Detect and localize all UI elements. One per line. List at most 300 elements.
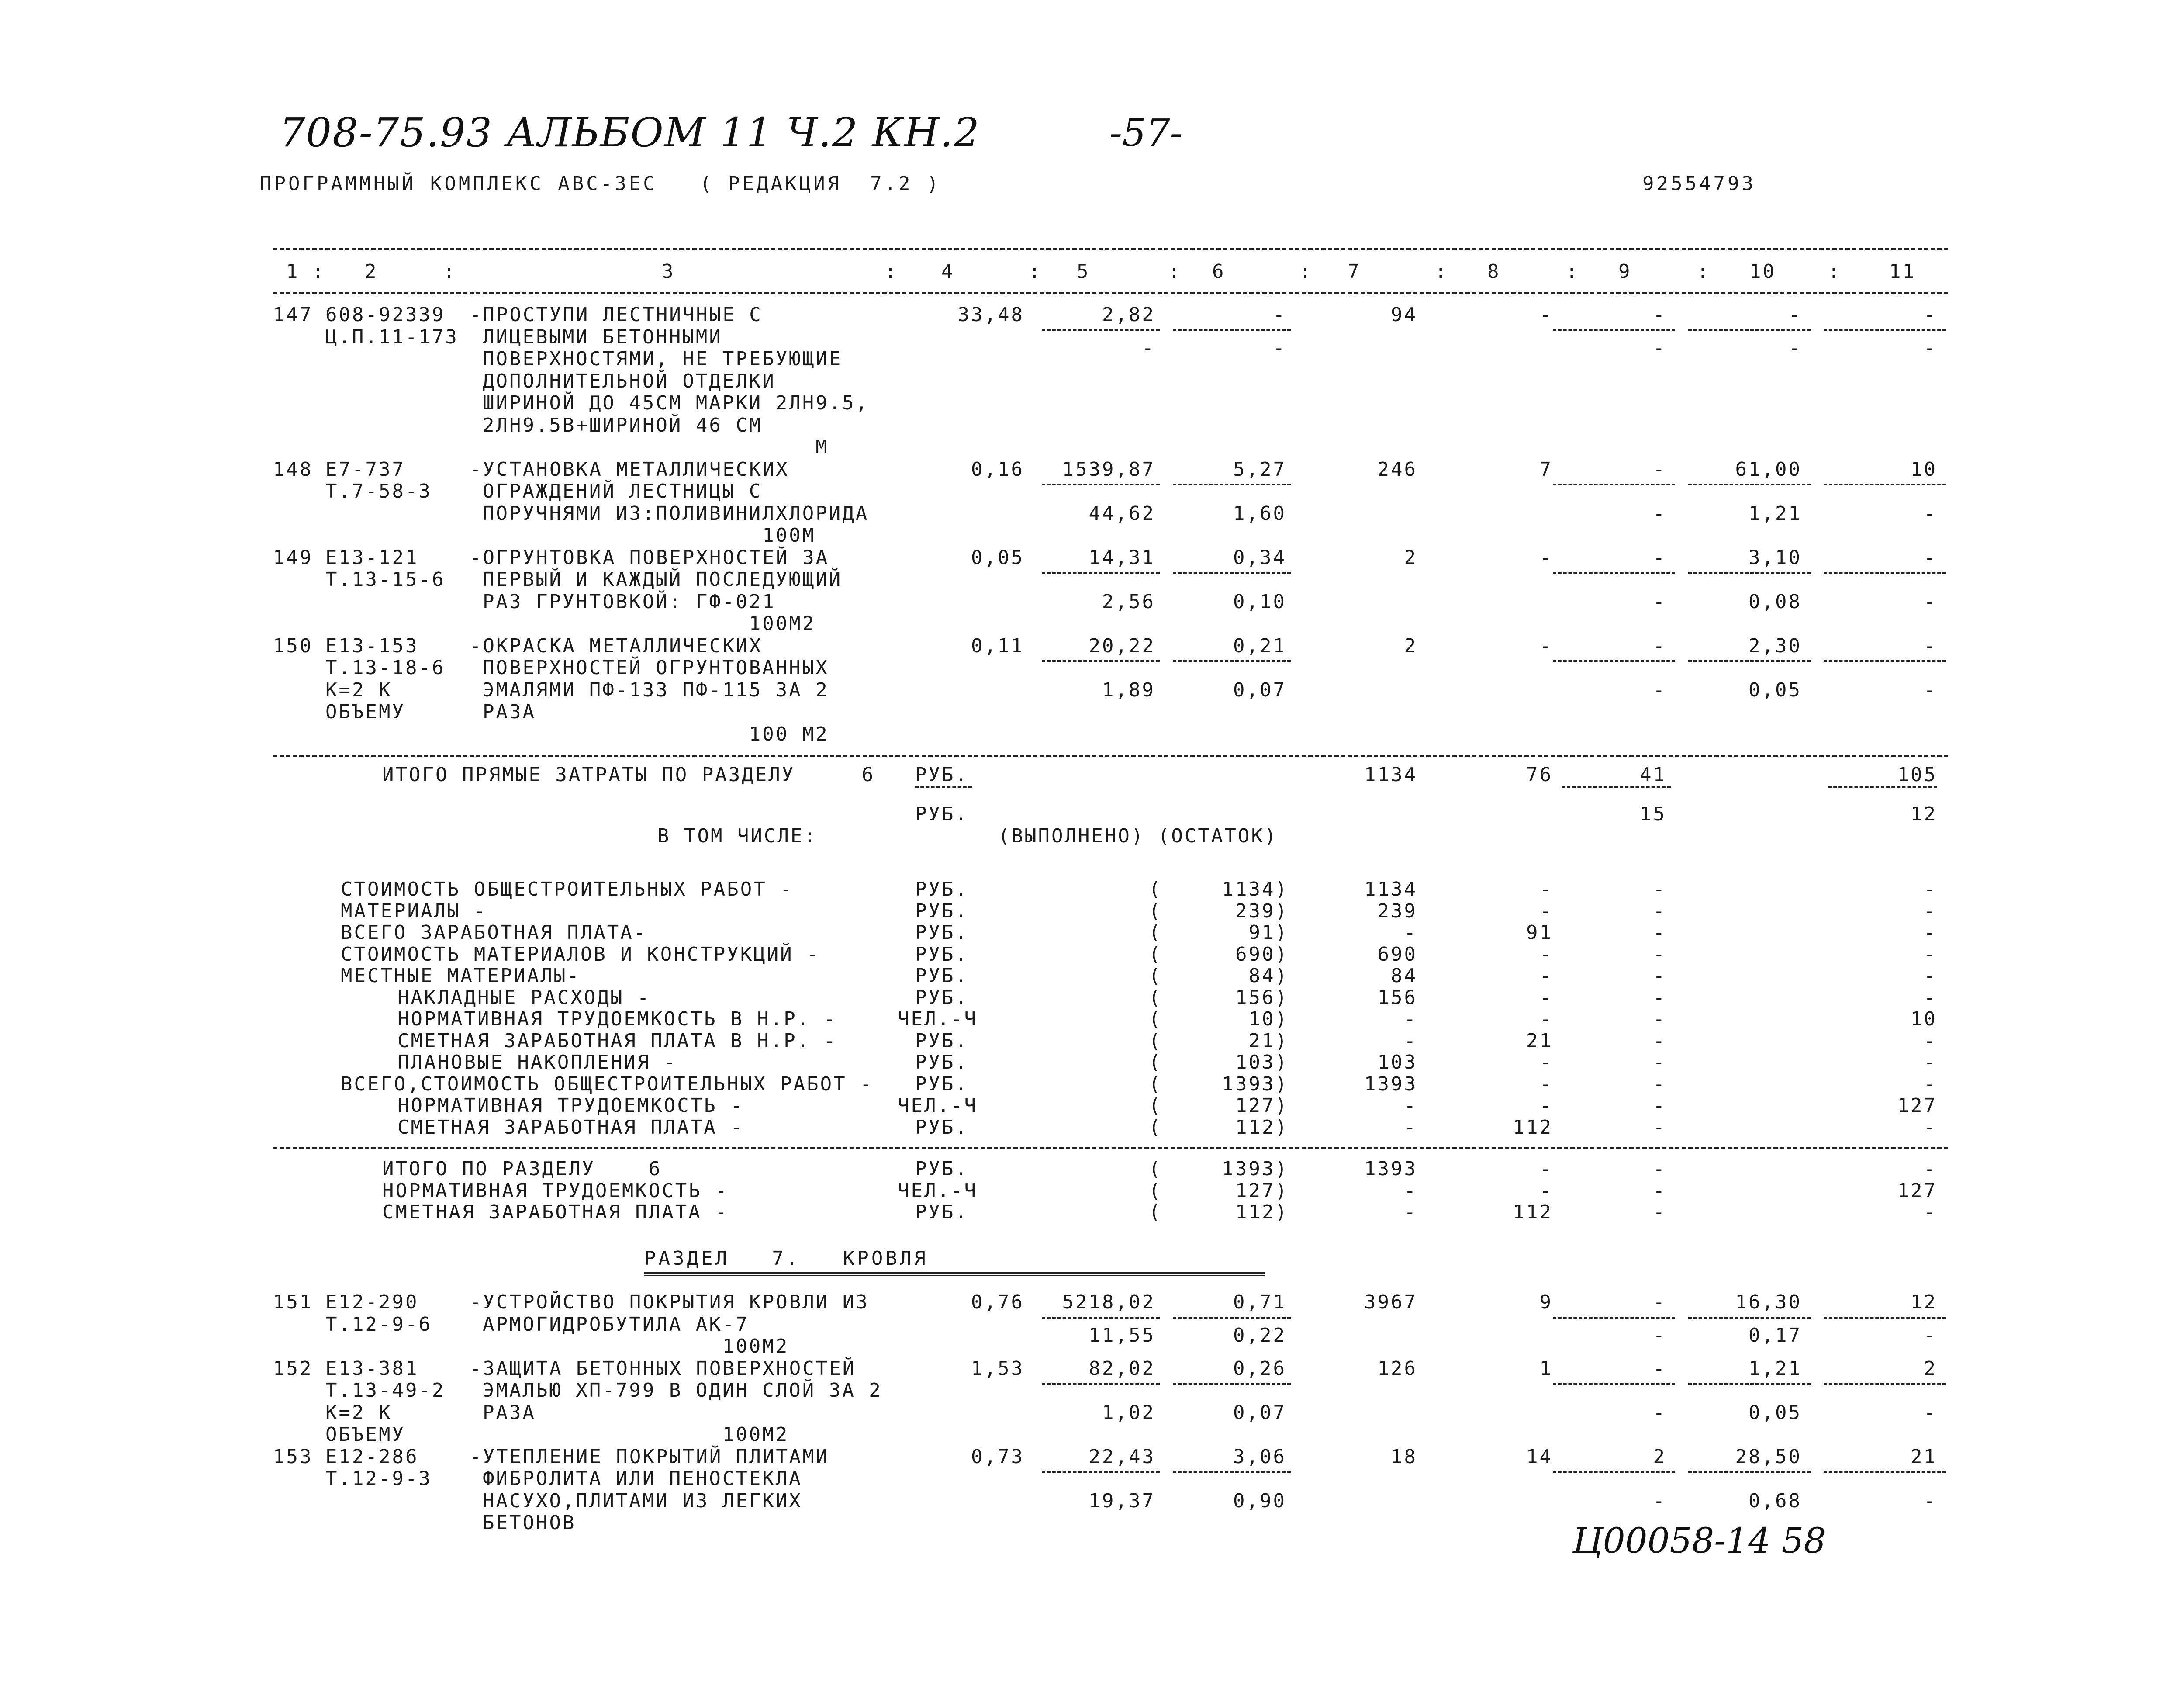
summary-paren: ( bbox=[1149, 900, 1162, 922]
cell-divider bbox=[915, 786, 972, 788]
column-number: 3 bbox=[662, 260, 675, 283]
cell-divider bbox=[1688, 572, 1811, 574]
cell-divider bbox=[1828, 786, 1937, 788]
summary-paren: ( bbox=[1149, 1116, 1162, 1139]
summary-col9: - bbox=[1653, 1051, 1666, 1073]
cell-divider bbox=[1042, 1317, 1160, 1319]
col5-sub-value: 44,62 bbox=[1089, 502, 1155, 525]
item-description-line: 100М2 bbox=[483, 1423, 789, 1446]
summary-col9: - bbox=[1653, 921, 1666, 944]
col9-sub-value: - bbox=[1653, 336, 1666, 359]
col11-sub-value: - bbox=[1924, 590, 1937, 613]
col9-sub-value: - bbox=[1653, 590, 1666, 613]
summary-paren: ( bbox=[1149, 965, 1162, 987]
summary-label: ВСЕГО ЗАРАБОТНАЯ ПЛАТА- bbox=[341, 921, 647, 944]
item-description-line: -ПРОСТУПИ ЛЕСТНИЧНЫЕ С bbox=[470, 304, 763, 326]
direct-col8: 76 bbox=[1526, 764, 1553, 786]
item-description-line: ПОВЕРХНОСТЯМИ, НЕ ТРЕБУЮЩИЕ bbox=[483, 348, 843, 370]
summary-paren: ( bbox=[1149, 986, 1162, 1009]
summary-value: 1134) bbox=[1222, 878, 1289, 900]
summary-col11: - bbox=[1924, 1029, 1937, 1052]
col10-value: 2,30 bbox=[1749, 634, 1802, 657]
direct-costs-label: ИТОГО ПРЯМЫЕ ЗАТРАТЫ ПО РАЗДЕЛУ 6 bbox=[382, 764, 875, 786]
col8-value: 14 bbox=[1526, 1445, 1553, 1468]
col8-value: 9 bbox=[1539, 1291, 1553, 1313]
col7-value: 2 bbox=[1404, 634, 1417, 657]
summary-col8: - bbox=[1539, 1008, 1553, 1030]
col11-value: 10 bbox=[1911, 458, 1937, 481]
col5-value: 22,43 bbox=[1089, 1445, 1155, 1468]
summary-col8: - bbox=[1539, 1073, 1553, 1095]
summary-col11: - bbox=[1924, 1051, 1937, 1073]
item-description-line: РАЗ ГРУНТОВКОЙ: ГФ-021 bbox=[483, 590, 776, 613]
col6-value: 0,21 bbox=[1233, 634, 1286, 657]
col10-sub-value: 0,05 bbox=[1749, 678, 1802, 701]
summary-col11: - bbox=[1924, 965, 1937, 987]
summary-value: 112) bbox=[1235, 1116, 1289, 1139]
unit-label: РУБ. bbox=[915, 764, 968, 786]
summary-paren: ( bbox=[1149, 1073, 1162, 1095]
summary-value: 1393) bbox=[1222, 1158, 1289, 1180]
item-code: Е13-381 bbox=[325, 1357, 419, 1380]
summary-value: 10) bbox=[1248, 1008, 1289, 1030]
col5-sub-value: - bbox=[1142, 336, 1155, 359]
col10-value: 16,30 bbox=[1735, 1291, 1802, 1313]
summary-label: ВСЕГО,СТОИМОСТЬ ОБЩЕСТРОИТЕЛЬНЫХ РАБОТ - bbox=[341, 1073, 874, 1095]
col6-sub-value: 0,07 bbox=[1233, 678, 1286, 701]
summary-col9: - bbox=[1653, 1116, 1666, 1139]
col4-value: 0,05 bbox=[971, 546, 1024, 569]
item-description-line: ПЕРВЫЙ И КАЖДЫЙ ПОСЛЕДУЮЩИЙ bbox=[483, 568, 843, 591]
summary-paren: ( bbox=[1149, 943, 1162, 966]
cell-divider bbox=[1824, 1383, 1946, 1385]
summary-paren: ( bbox=[1149, 1201, 1162, 1223]
summary-col9: - bbox=[1653, 1158, 1666, 1180]
summary-col7: 103 bbox=[1377, 1051, 1417, 1073]
summary-col7: - bbox=[1404, 921, 1417, 944]
col9-value: - bbox=[1653, 546, 1666, 569]
col7-value: 18 bbox=[1391, 1445, 1417, 1468]
summary-col7: 1393 bbox=[1364, 1158, 1417, 1180]
summary-value: 239) bbox=[1235, 900, 1289, 922]
col10-sub-value: 0,05 bbox=[1749, 1401, 1802, 1424]
summary-col8: 112 bbox=[1513, 1116, 1553, 1139]
summary-col8: - bbox=[1539, 1094, 1553, 1117]
summary-label: СМЕТНАЯ ЗАРАБОТНАЯ ПЛАТА - bbox=[397, 1116, 744, 1139]
summary-label: НОРМАТИВНАЯ ТРУДОЕМКОСТЬ В Н.Р. - bbox=[397, 1008, 837, 1030]
column-separator: : bbox=[312, 260, 326, 283]
item-description-line: М bbox=[483, 436, 829, 458]
item-description-line: АРМОГИДРОБУТИЛА АК-7 bbox=[483, 1313, 749, 1336]
item-number: 153 bbox=[273, 1445, 313, 1468]
item-description-line: -УСТРОЙСТВО ПОКРЫТИЯ КРОВЛИ ИЗ bbox=[470, 1291, 869, 1313]
item-number: 151 bbox=[273, 1291, 313, 1313]
summary-label: СТОИМОСТЬ ОБЩЕСТРОИТЕЛЬНЫХ РАБОТ - bbox=[341, 878, 794, 900]
col6-sub-value: 0,22 bbox=[1233, 1324, 1286, 1346]
cell-divider bbox=[1824, 329, 1946, 331]
column-separator: : bbox=[1299, 260, 1313, 283]
summary-value: 112) bbox=[1235, 1201, 1289, 1223]
summary-unit: ЧЕЛ.-Ч bbox=[898, 1094, 978, 1117]
cell-divider bbox=[1553, 1383, 1675, 1385]
summary-col11: - bbox=[1924, 878, 1937, 900]
cell-divider bbox=[1553, 572, 1675, 574]
summary-unit: РУБ. bbox=[915, 943, 968, 966]
column-number: 10 bbox=[1749, 260, 1776, 283]
summary-paren: ( bbox=[1149, 1179, 1162, 1202]
cell-divider bbox=[1042, 1471, 1160, 1473]
summary-col7: - bbox=[1404, 1201, 1417, 1223]
cell-divider bbox=[1173, 329, 1291, 331]
col11-value: - bbox=[1924, 546, 1937, 569]
col10-value: 61,00 bbox=[1735, 458, 1802, 481]
summary-col7: - bbox=[1404, 1008, 1417, 1030]
direct-col9: 41 bbox=[1640, 764, 1666, 786]
summary-label: ПЛАНОВЫЕ НАКОПЛЕНИЯ - bbox=[397, 1051, 677, 1073]
unit-label: РУБ. bbox=[915, 803, 968, 825]
col5-value: 5218,02 bbox=[1062, 1291, 1155, 1313]
cell-divider bbox=[1824, 660, 1946, 662]
summary-unit: РУБ. bbox=[915, 1116, 968, 1139]
cell-divider bbox=[1688, 1471, 1811, 1473]
col11-sub-value: - bbox=[1924, 502, 1937, 525]
item-number: 152 bbox=[273, 1357, 313, 1380]
col6-value: - bbox=[1273, 304, 1286, 326]
summary-col7: 690 bbox=[1377, 943, 1417, 966]
summary-col7: 1393 bbox=[1364, 1073, 1417, 1095]
direct-col11-sub: 12 bbox=[1911, 803, 1937, 825]
item-description-line: 100М2 bbox=[483, 613, 816, 635]
cell-divider bbox=[1824, 572, 1946, 574]
cell-divider bbox=[1042, 484, 1160, 485]
item-coefficient: К=2 К bbox=[325, 678, 392, 701]
summary-value: 84) bbox=[1248, 965, 1289, 987]
section-6-rule bbox=[273, 755, 1948, 757]
col10-value: 3,10 bbox=[1749, 546, 1802, 569]
column-header-row bbox=[273, 260, 1948, 284]
item-description-line: ПОРУЧНЯМИ ИЗ:ПОЛИВИНИЛХЛОРИДА bbox=[483, 502, 869, 525]
item-code: Е13-121 bbox=[325, 546, 419, 569]
item-reference: Т.13-18-6 bbox=[325, 657, 446, 679]
col7-value: 126 bbox=[1377, 1357, 1417, 1380]
column-number: 4 bbox=[941, 260, 955, 283]
col5-value: 2,82 bbox=[1102, 304, 1155, 326]
cell-divider bbox=[1553, 484, 1675, 485]
column-number: 5 bbox=[1077, 260, 1090, 283]
summary-col8: - bbox=[1539, 986, 1553, 1009]
col5-sub-value: 19,37 bbox=[1089, 1489, 1155, 1512]
col9-sub-value: - bbox=[1653, 678, 1666, 701]
done-rest-label: (ВЫПОЛНЕНО) (ОСТАТОК) bbox=[998, 825, 1278, 847]
col10-sub-value: 0,17 bbox=[1749, 1324, 1802, 1346]
in-number-label: В ТОМ ЧИСЛЕ: bbox=[657, 825, 817, 847]
summary-label: СМЕТНАЯ ЗАРАБОТНАЯ ПЛАТА В Н.Р. - bbox=[397, 1029, 837, 1052]
summary-unit: РУБ. bbox=[915, 1029, 968, 1052]
col6-sub-value: 0,07 bbox=[1233, 1401, 1286, 1424]
summary-value: 91) bbox=[1248, 921, 1289, 944]
summary-unit: ЧЕЛ.-Ч bbox=[898, 1179, 978, 1202]
summary-col7: 1134 bbox=[1364, 878, 1417, 900]
item-description-line: ЭМАЛЬЮ ХП-799 В ОДИН СЛОЙ ЗА 2 bbox=[483, 1379, 882, 1402]
column-number: 8 bbox=[1487, 260, 1501, 283]
col10-sub-value: 0,68 bbox=[1749, 1489, 1802, 1512]
col6-sub-value: 0,90 bbox=[1233, 1489, 1286, 1512]
summary-unit: РУБ. bbox=[915, 900, 968, 922]
item-coefficient-note: ОБЪЕМУ bbox=[325, 1423, 405, 1446]
summary-col11: 10 bbox=[1911, 1008, 1937, 1030]
col10-value: - bbox=[1788, 304, 1802, 326]
summary-col7: - bbox=[1404, 1116, 1417, 1139]
item-coefficient: К=2 К bbox=[325, 1401, 392, 1424]
summary-col11: - bbox=[1924, 900, 1937, 922]
item-description-line: РАЗА bbox=[483, 701, 536, 723]
col10-value: 1,21 bbox=[1749, 1357, 1802, 1380]
col9-value: - bbox=[1653, 1291, 1666, 1313]
col8-value: 7 bbox=[1539, 458, 1553, 481]
summary-unit: ЧЕЛ.-Ч bbox=[898, 1008, 978, 1030]
direct-col11: 105 bbox=[1897, 764, 1937, 786]
col6-value: 0,26 bbox=[1233, 1357, 1286, 1380]
col6-value: 0,71 bbox=[1233, 1291, 1286, 1313]
item-description-line: 100М2 bbox=[483, 1335, 789, 1357]
column-separator: : bbox=[1566, 260, 1579, 283]
cell-divider bbox=[1824, 484, 1946, 485]
cell-divider bbox=[1553, 329, 1675, 331]
col8-value: 1 bbox=[1539, 1357, 1553, 1380]
cell-divider bbox=[1042, 572, 1160, 574]
summary-paren: ( bbox=[1149, 1008, 1162, 1030]
col7-value: 2 bbox=[1404, 546, 1417, 569]
summary-col8: - bbox=[1539, 878, 1553, 900]
footer-stamp: Ц00058-14 58 bbox=[1572, 1520, 1826, 1561]
cell-divider bbox=[1688, 660, 1811, 662]
summary-value: 21) bbox=[1248, 1029, 1289, 1052]
summary-label: МАТЕРИАЛЫ - bbox=[341, 900, 487, 922]
col4-value: 1,53 bbox=[971, 1357, 1024, 1380]
summary-label: НАКЛАДНЫЕ РАСХОДЫ - bbox=[397, 986, 651, 1009]
item-number: 150 bbox=[273, 634, 313, 657]
summary-col11: - bbox=[1924, 1073, 1937, 1095]
col9-sub-value: - bbox=[1653, 1324, 1666, 1346]
summary-col7: 84 bbox=[1391, 965, 1417, 987]
item-description-line: ЛИЦЕВЫМИ БЕТОННЫМИ bbox=[483, 325, 722, 348]
summary-col8: - bbox=[1539, 943, 1553, 966]
page-number: -57- bbox=[1109, 111, 1183, 155]
item-reference: Т.13-49-2 bbox=[325, 1379, 446, 1402]
summary-rule bbox=[273, 1147, 1948, 1149]
column-number: 9 bbox=[1618, 260, 1632, 283]
summary-value: 1393) bbox=[1222, 1073, 1289, 1095]
item-code: Е7-737 bbox=[325, 458, 405, 481]
item-code: Е13-153 bbox=[325, 634, 419, 657]
column-separator: : bbox=[1435, 260, 1448, 283]
col9-value: - bbox=[1653, 458, 1666, 481]
col7-value: 246 bbox=[1377, 458, 1417, 481]
summary-col11: - bbox=[1924, 986, 1937, 1009]
direct-col7: 1134 bbox=[1364, 764, 1417, 786]
column-number: 2 bbox=[365, 260, 378, 283]
program-line: ПРОГРАММНЫЙ КОМПЛЕКС АВС-3ЕС ( РЕДАКЦИЯ 7.2 ) bbox=[260, 173, 941, 195]
item-description-line: ЭМАЛЯМИ ПФ-133 ПФ-115 ЗА 2 bbox=[483, 678, 829, 701]
col11-sub-value: - bbox=[1924, 678, 1937, 701]
album-title: 708-75.93 АЛЬБОМ 11 Ч.2 КН.2 bbox=[280, 109, 980, 156]
summary-col11: - bbox=[1924, 1201, 1937, 1223]
summary-col8: - bbox=[1539, 1158, 1553, 1180]
cell-divider bbox=[1173, 1471, 1291, 1473]
summary-unit: РУБ. bbox=[915, 986, 968, 1009]
item-description-line: ДОПОЛНИТЕЛЬНОЙ ОТДЕЛКИ bbox=[483, 370, 776, 392]
item-description-line: ШИРИНОЙ ДО 45СМ МАРКИ 2ЛН9.5, bbox=[483, 392, 869, 414]
summary-value: 156) bbox=[1235, 986, 1289, 1009]
col6-value: 5,27 bbox=[1233, 458, 1286, 481]
summary-col9: - bbox=[1653, 986, 1666, 1009]
item-description-line: ПОВЕРХНОСТЕЙ ОГРУНТОВАННЫХ bbox=[483, 657, 829, 679]
summary-paren: ( bbox=[1149, 878, 1162, 900]
column-separator: : bbox=[1697, 260, 1711, 283]
col9-sub-value: - bbox=[1653, 502, 1666, 525]
cell-divider bbox=[1173, 572, 1291, 574]
item-description-line: 100М bbox=[483, 524, 816, 547]
column-separator: : bbox=[1168, 260, 1182, 283]
section-7-title: РАЗДЕЛ 7. КРОВЛЯ bbox=[644, 1247, 928, 1270]
item-code: Е12-286 bbox=[325, 1445, 419, 1468]
document-number: 92554793 bbox=[1642, 173, 1756, 195]
summary-col11: 127 bbox=[1897, 1179, 1937, 1202]
summary-unit: РУБ. bbox=[915, 1073, 968, 1095]
item-code: 608-92339 bbox=[325, 304, 446, 326]
summary-unit: РУБ. bbox=[915, 921, 968, 944]
col6-value: 0,34 bbox=[1233, 546, 1286, 569]
summary-unit: РУБ. bbox=[915, 1158, 968, 1180]
summary-value: 103) bbox=[1235, 1051, 1289, 1073]
column-number: 7 bbox=[1348, 260, 1361, 283]
summary-col9: - bbox=[1653, 1201, 1666, 1223]
col11-sub-value: - bbox=[1924, 336, 1937, 359]
column-number: 6 bbox=[1212, 260, 1226, 283]
summary-col8: 21 bbox=[1526, 1029, 1553, 1052]
summary-col11: 127 bbox=[1897, 1094, 1937, 1117]
summary-label: СТОИМОСТЬ МАТЕРИАЛОВ И КОНСТРУКЦИЙ - bbox=[341, 943, 820, 966]
item-reference: Т.12-9-3 bbox=[325, 1468, 432, 1490]
col4-value: 0,16 bbox=[971, 458, 1024, 481]
summary-paren: ( bbox=[1149, 921, 1162, 944]
summary-label: НОРМАТИВНАЯ ТРУДОЕМКОСТЬ - bbox=[397, 1094, 744, 1117]
item-description-line: НАСУХО,ПЛИТАМИ ИЗ ЛЕГКИХ bbox=[483, 1489, 802, 1512]
col6-value: 3,06 bbox=[1233, 1445, 1286, 1468]
summary-unit: РУБ. bbox=[915, 1201, 968, 1223]
col4-value: 0,11 bbox=[971, 634, 1024, 657]
item-reference: Т.13-15-6 bbox=[325, 568, 446, 591]
summary-col11: - bbox=[1924, 921, 1937, 944]
cell-divider bbox=[1562, 786, 1671, 788]
item-reference: Т.7-58-3 bbox=[325, 480, 432, 502]
summary-col8: - bbox=[1539, 1179, 1553, 1202]
summary-value: 127) bbox=[1235, 1094, 1289, 1117]
cell-divider bbox=[1553, 1471, 1675, 1473]
item-coefficient-note: ОБЪЕМУ bbox=[325, 701, 405, 723]
summary-col9: - bbox=[1653, 878, 1666, 900]
cell-divider bbox=[1173, 660, 1291, 662]
column-separator: : bbox=[1828, 260, 1842, 283]
summary-col7: - bbox=[1404, 1029, 1417, 1052]
col8-value: - bbox=[1539, 546, 1553, 569]
summary-col8: - bbox=[1539, 965, 1553, 987]
summary-col9: - bbox=[1653, 1008, 1666, 1030]
col7-value: 3967 bbox=[1364, 1291, 1417, 1313]
summary-paren: ( bbox=[1149, 1029, 1162, 1052]
item-description-line: ОГРАЖДЕНИЙ ЛЕСТНИЦЫ С bbox=[483, 480, 763, 502]
summary-paren: ( bbox=[1149, 1158, 1162, 1180]
item-reference: Т.12-9-6 bbox=[325, 1313, 432, 1336]
col11-sub-value: - bbox=[1924, 1489, 1937, 1512]
col10-sub-value: - bbox=[1788, 336, 1802, 359]
summary-value: 690) bbox=[1235, 943, 1289, 966]
summary-label: МЕСТНЫЕ МАТЕРИАЛЫ- bbox=[341, 965, 581, 987]
summary-col9: - bbox=[1653, 1179, 1666, 1202]
section-7-underline bbox=[644, 1272, 1265, 1276]
summary-col8: - bbox=[1539, 900, 1553, 922]
col11-value: - bbox=[1924, 634, 1937, 657]
column-separator: : bbox=[443, 260, 457, 283]
cell-divider bbox=[1553, 660, 1675, 662]
header-top-rule bbox=[273, 248, 1948, 250]
col11-value: 2 bbox=[1924, 1357, 1937, 1380]
col9-value: - bbox=[1653, 634, 1666, 657]
cell-divider bbox=[1042, 1383, 1160, 1385]
col6-sub-value: 1,60 bbox=[1233, 502, 1286, 525]
col6-sub-value: 0,10 bbox=[1233, 590, 1286, 613]
col11-value: 12 bbox=[1911, 1291, 1937, 1313]
summary-col8: - bbox=[1539, 1051, 1553, 1073]
summary-col7: 239 bbox=[1377, 900, 1417, 922]
summary-col9: - bbox=[1653, 1029, 1666, 1052]
cell-divider bbox=[1688, 484, 1811, 485]
item-number: 148 bbox=[273, 458, 313, 481]
cell-divider bbox=[1688, 329, 1811, 331]
item-description-line: ФИБРОЛИТА ИЛИ ПЕНОСТЕКЛА bbox=[483, 1468, 802, 1490]
summary-unit: РУБ. bbox=[915, 965, 968, 987]
direct-col9-sub: 15 bbox=[1640, 803, 1666, 825]
col9-sub-value: - bbox=[1653, 1489, 1666, 1512]
cell-divider bbox=[1042, 329, 1160, 331]
item-description-line: -УСТАНОВКА МЕТАЛЛИЧЕСКИХ bbox=[470, 458, 789, 481]
col8-value: - bbox=[1539, 634, 1553, 657]
col5-sub-value: 1,89 bbox=[1102, 678, 1155, 701]
summary-col9: - bbox=[1653, 965, 1666, 987]
col11-value: 21 bbox=[1911, 1445, 1937, 1468]
summary-unit: РУБ. bbox=[915, 878, 968, 900]
cell-divider bbox=[1173, 1317, 1291, 1319]
summary-col11: - bbox=[1924, 1158, 1937, 1180]
header-bottom-rule bbox=[273, 292, 1948, 294]
col9-value: 2 bbox=[1653, 1445, 1666, 1468]
cell-divider bbox=[1553, 1317, 1675, 1319]
col8-value: - bbox=[1539, 304, 1553, 326]
summary-col8: 112 bbox=[1513, 1201, 1553, 1223]
summary-col9: - bbox=[1653, 1073, 1666, 1095]
cell-divider bbox=[1688, 1317, 1811, 1319]
cell-divider bbox=[1824, 1471, 1946, 1473]
item-reference: Ц.П.11-173 bbox=[325, 325, 459, 348]
summary-col9: - bbox=[1653, 900, 1666, 922]
col5-sub-value: 1,02 bbox=[1102, 1401, 1155, 1424]
item-description-line: -ЗАЩИТА БЕТОННЫХ ПОВЕРХНОСТЕЙ bbox=[470, 1357, 856, 1380]
col5-value: 82,02 bbox=[1089, 1357, 1155, 1380]
cell-divider bbox=[1173, 484, 1291, 485]
col10-value: 28,50 bbox=[1735, 1445, 1802, 1468]
item-description-line: -УТЕПЛЕНИЕ ПОКРЫТИЙ ПЛИТАМИ bbox=[470, 1445, 829, 1468]
column-separator: : bbox=[1029, 260, 1042, 283]
